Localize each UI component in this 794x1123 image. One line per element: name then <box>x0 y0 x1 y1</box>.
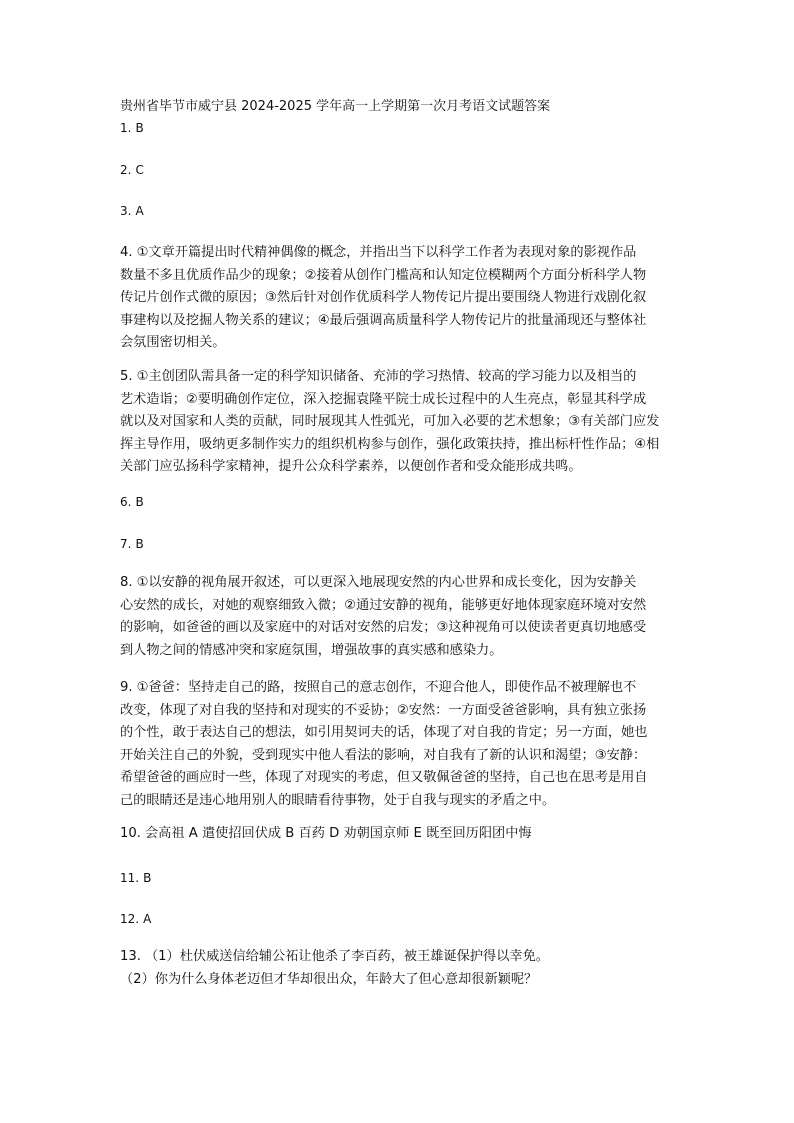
answer-text: B <box>135 495 144 509</box>
answer-line <box>120 823 680 846</box>
answer-number: 13. <box>120 949 141 964</box>
answer-8 <box>120 572 680 662</box>
answer-1 <box>120 119 144 137</box>
answer-line: 的影响，如爸爸的画以及家庭中的对话对安然的启发；③这种视角可以使读者更真切地感受 <box>120 620 647 635</box>
answer-line: 会氛围密切相关。 <box>120 335 226 350</box>
answer-number: 4. <box>120 245 133 260</box>
answer-line: （2）你为什么身体老迈但才华却很出众，年龄大了但心意却很新颖呢？ <box>120 971 538 987</box>
answer-line: 传记片创作式微的原因；③然后针对创作优质科学人物传记片提出要围绕人物进行戏剧化叙 <box>120 290 647 305</box>
answer-text: B <box>135 121 144 135</box>
answer-line: 关部门应弘扬科学家精神，提升公众科学素养，以便创作者和受众能形成共鸣。 <box>120 459 582 474</box>
answer-text: C <box>135 163 144 177</box>
answer-text: B <box>143 871 152 885</box>
answer-10 <box>120 823 680 846</box>
answer-6 <box>120 493 144 511</box>
answer-line: 的个性，敢于表达自己的想法，如引用契诃夫的话，体现了对自我的肯定；另一方面，她也 <box>120 725 648 740</box>
answer-text: B <box>135 537 144 551</box>
answer-line: 己的眼睛还是违心地用别人的眼睛看待事物，处于自我与现实的矛盾之中。 <box>120 792 556 808</box>
answer-11 <box>120 869 151 887</box>
answer-number: 10. <box>120 826 141 841</box>
answer-text: A <box>143 912 152 926</box>
answer-line: 就以及对国家和人类的贡献，同时展现其人性弧光，可加入必要的艺术想象；③有关部门应发 <box>120 414 660 429</box>
answer-13 <box>120 946 680 991</box>
answer-text: A <box>135 204 144 218</box>
answer-number: 1. <box>120 121 132 135</box>
answer-line: 事建构以及挖掘人物关系的建议；④最后强调高质量科学人物传记片的批量涌现还与整体社 <box>120 312 647 328</box>
answer-4 <box>120 242 680 355</box>
answer-line: 心安然的成长，对她的观察细致入微；②通过安静的视角，能够更好地体现家庭环境对安然 <box>120 597 647 613</box>
answer-7 <box>120 535 144 553</box>
answer-number: 6. <box>120 495 132 509</box>
answer-9 <box>120 677 680 812</box>
answer-line: 到人物之间的情感冲突和家庭氛围，增强故事的真实感和感染力。 <box>120 642 503 658</box>
answer-line: 8. ①以安静的视角展开叙述，可以更深入地展现安然的内心世界和成长变化，因为安静关 <box>120 575 637 590</box>
answer-2 <box>120 161 144 179</box>
answer-line: 希望爸爸的画应时一些，体现了对现实的考虑，但又敬佩爸爸的坚持，自己也在思考是用自 <box>120 770 648 785</box>
answer-line: 4. ①文章开篇提出时代精神偶像的概念，并指出当下以科学工作者为表现对象的影视作品 <box>120 245 637 260</box>
answer-number: 5. <box>120 369 133 384</box>
answer-number: 7. <box>120 537 132 551</box>
answer-3 <box>120 202 144 220</box>
answer-line: 挥主导作用，吸纳更多制作实力的组织机构参与创作，强化政策扶持，推出标杆性作品；④相 <box>120 436 660 452</box>
answer-line: 开始关注自己的外貌，受到现实中他人看法的影响，对自我有了新的认识和渴望；③安静： <box>120 747 647 763</box>
document-title: 贵州省毕节市威宁县 2024-2025 学年高一上学期第一次月考语文试题答案 <box>120 99 551 114</box>
answer-number: 9. <box>120 680 133 695</box>
answer-5 <box>120 366 680 479</box>
answer-text: 会高祖 A 遣使招回伏成 B 百药 D 劝朝国京师 E 既至回历阳团中悔 <box>144 826 532 841</box>
answer-number: 11. <box>120 871 140 885</box>
answer-number: 3. <box>120 204 132 218</box>
answer-line: 艺术造诣；②要明确创作定位，深入挖掘袁隆平院士成长过程中的人生亮点，彰显其科学成 <box>120 391 647 407</box>
answer-number: 2. <box>120 163 132 177</box>
answer-number: 8. <box>120 575 133 590</box>
answer-line: 数量不多且优质作品少的现象；②接着从创作门槛高和认知定位模糊两个方面分析科学人物 <box>120 267 647 283</box>
answer-line: 改变，体现了对自我的坚持和对现实的不妥协；②安然：一方面受爸爸影响，具有独立张扬 <box>120 702 647 718</box>
answer-line: 13. （1）杜伏威送信给辅公祏让他杀了李百药，被王雄诞保护得以幸免。 <box>120 949 549 964</box>
answer-line: 5. ①主创团队需具备一定的科学知识储备、充沛的学习热情、较高的学习能力以及相当的 <box>120 369 637 384</box>
answer-line: 9. ①爸爸：坚持走自己的路，按照自己的意志创作，不迎合他人，即使作品不被理解也不 <box>120 680 637 695</box>
answer-12 <box>120 910 151 928</box>
answer-number: 12. <box>120 912 140 926</box>
